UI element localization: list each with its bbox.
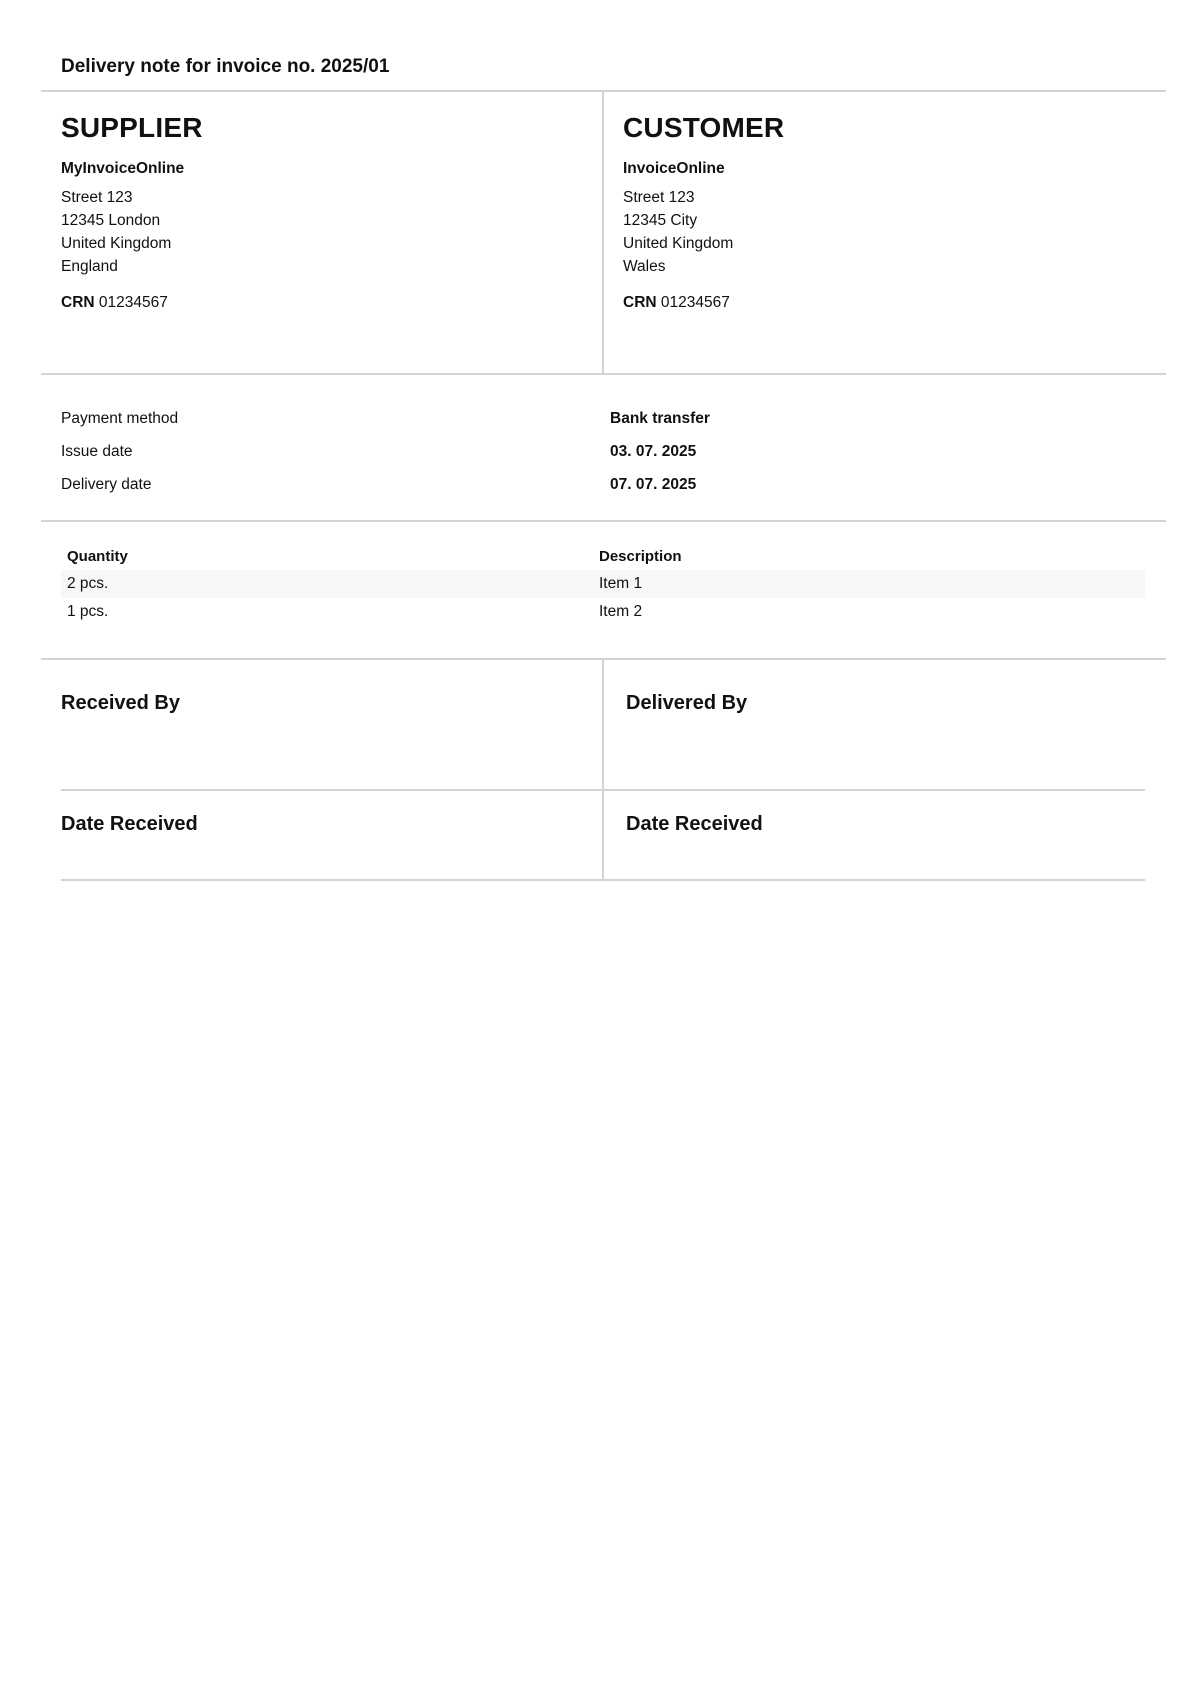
supplier-crn-value: 01234567: [98, 294, 168, 311]
supplier-block: [61, 112, 203, 312]
payment-method-label: Payment method: [61, 410, 179, 427]
table-row: [61, 570, 1145, 598]
customer-heading: CUSTOMER: [623, 112, 785, 143]
quantity-header: Quantity: [67, 547, 128, 565]
signature-line-bottom: [61, 879, 1145, 881]
description-header: Description: [599, 547, 682, 565]
payment-method-value: Bank transfer: [610, 410, 710, 427]
customer-country: United Kingdom: [623, 235, 734, 252]
party-divider: [602, 91, 604, 375]
signature-divider: [602, 659, 604, 881]
delivered-by-label: Delivered By: [626, 692, 748, 714]
supplier-crn: [61, 294, 203, 312]
items-header-row: [61, 542, 1145, 570]
supplier-name: MyInvoiceOnline: [61, 160, 185, 177]
item-quantity: 1 pcs.: [67, 603, 109, 620]
date-received-right-label: Date Received: [626, 813, 763, 835]
received-by-label: Received By: [61, 692, 180, 714]
items-table: [61, 542, 1145, 626]
customer-block: [623, 112, 784, 312]
delivery-date-value: 07. 07. 2025: [610, 476, 697, 493]
issue-date-label: Issue date: [61, 443, 133, 460]
issue-date-value: 03. 07. 2025: [610, 443, 697, 460]
customer-crn: [623, 294, 784, 312]
customer-region: Wales: [623, 258, 666, 275]
customer-crn-label: CRN: [623, 294, 657, 311]
customer-crn-value: 01234567: [660, 294, 730, 311]
supplier-heading: SUPPLIER: [61, 112, 203, 143]
item-description: Item 1: [593, 570, 1145, 598]
supplier-crn-label: CRN: [61, 294, 95, 311]
customer-name: InvoiceOnline: [623, 160, 725, 177]
table-row: [61, 598, 1145, 626]
divider-parties: [41, 373, 1166, 375]
item-description: Item 2: [599, 603, 643, 620]
document-title: Delivery note for invoice no. 2025/01: [61, 56, 390, 77]
supplier-street: Street 123: [61, 189, 133, 206]
item-quantity: 2 pcs.: [61, 570, 593, 598]
customer-street: Street 123: [623, 189, 695, 206]
supplier-city: 12345 London: [61, 212, 161, 229]
customer-city: 12345 City: [623, 212, 698, 229]
supplier-country: United Kingdom: [61, 235, 172, 252]
supplier-region: England: [61, 258, 118, 275]
delivery-date-label: Delivery date: [61, 476, 152, 493]
date-received-left-label: Date Received: [61, 813, 198, 835]
signature-line-middle: [61, 789, 1145, 791]
divider-meta: [41, 520, 1166, 522]
